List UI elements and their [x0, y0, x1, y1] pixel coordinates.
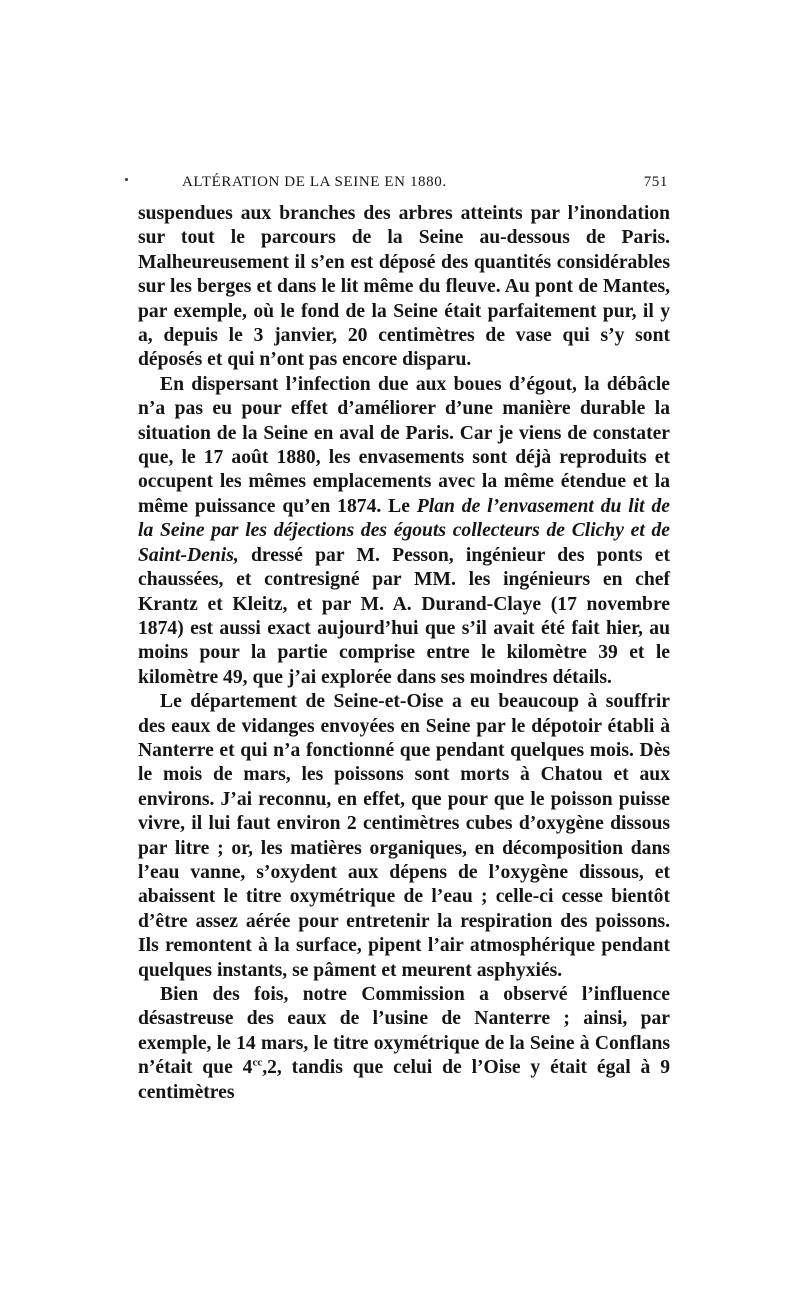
book-page: [138, 174, 670, 1105]
running-title: ALTÉRATION DE LA SEINE EN 1880.: [182, 174, 447, 190]
paragraph-4: [138, 983, 670, 1105]
paragraph-3: Le département de Seine-et-Oise a eu beaucoup à souffrir des eaux de vidanges envoyées en Seine par le dépotoir établi à Nanterre et qui n’a fonctionné que pendant quelques mois. Dès le mois de mars, les poissons sont morts à Chatou et aux environs. J’ai reconnu, en effet, que pour que le poisson puisse vivre, il lui faut environ 2 centimètres cubes d’oxygène dissous par litre ; or, les matières organiques, en décomposition dans l’eau vanne, s’oxydent aux dépens de l’oxygène dissous, et abaissent le titre oxymétrique de l’eau ; celle-ci cesse bientôt d’être assez aérée pour entretenir la respiration des poissons. Ils remontent à la surface, pipent l’air atmosphérique pendant quelques instants, se pâment et meurent asphyxiés.: [138, 691, 670, 981]
page-number: 751: [643, 174, 668, 190]
body-text: [138, 202, 670, 1105]
running-header: [138, 174, 670, 200]
plan-title-italic: Plan de l’envasement du lit de la Seine par les déjections des égouts collecteurs de Clichy et de Saint-Denis,: [138, 495, 670, 566]
unit-superscript: cc: [252, 1056, 263, 1069]
paragraph-2-before: En dispersant l’infection due aux boues d’égout, la débâcle n’a pas eu pour effet d’améliorer d’une manière durable la situation de la Seine en aval de Paris. Car je viens de constater que, le 17 août 1880, les envasements sont déjà reproduits et occupent les mêmes emplacements avec la même étendue et la même puissance qu’en 1874. Le: [138, 373, 670, 517]
paragraph-4-before: Bien des fois, notre Commission a observé l’influence désastreuse des eaux de l’usine de Nanterre ; ainsi, par exemple, le 14 mars, le titre oxymétrique de la Seine à Conflans n’était que 4: [138, 984, 670, 1079]
paragraph-2: [138, 373, 670, 690]
ink-speck: [125, 178, 128, 181]
paragraph-4-after: ,2, tandis que celui de l’Oise y était égal à 9 centimètres: [138, 1057, 670, 1103]
paragraph-2-after: dressé par M. Pesson, ingénieur des ponts et chaussées, et contresigné par MM. les ingénieurs en chef Krantz et Kleitz, et par M. A. Durand-Claye (17 novembre 1874) est aussi exact aujourd’hui que s’il avait été fait hier, au moins pour la partie comprise entre le kilomètre 39 et le kilomètre 49, que j’ai explorée dans ses moindres détails.: [138, 544, 670, 688]
paragraph-1: suspendues aux branches des arbres atteints par l’inondation sur tout le parcours de la Seine au-dessous de Paris. Malheureusement il s’en est déposé des quantités considérables sur les berges et dans le lit même du fleuve. Au pont de Mantes, par exemple, où le fond de la Seine était parfaitement pur, il y a, depuis le 3 janvier, 20 centimètres de vase qui s’y sont déposés et qui n’ont pas encore disparu.: [138, 203, 670, 371]
